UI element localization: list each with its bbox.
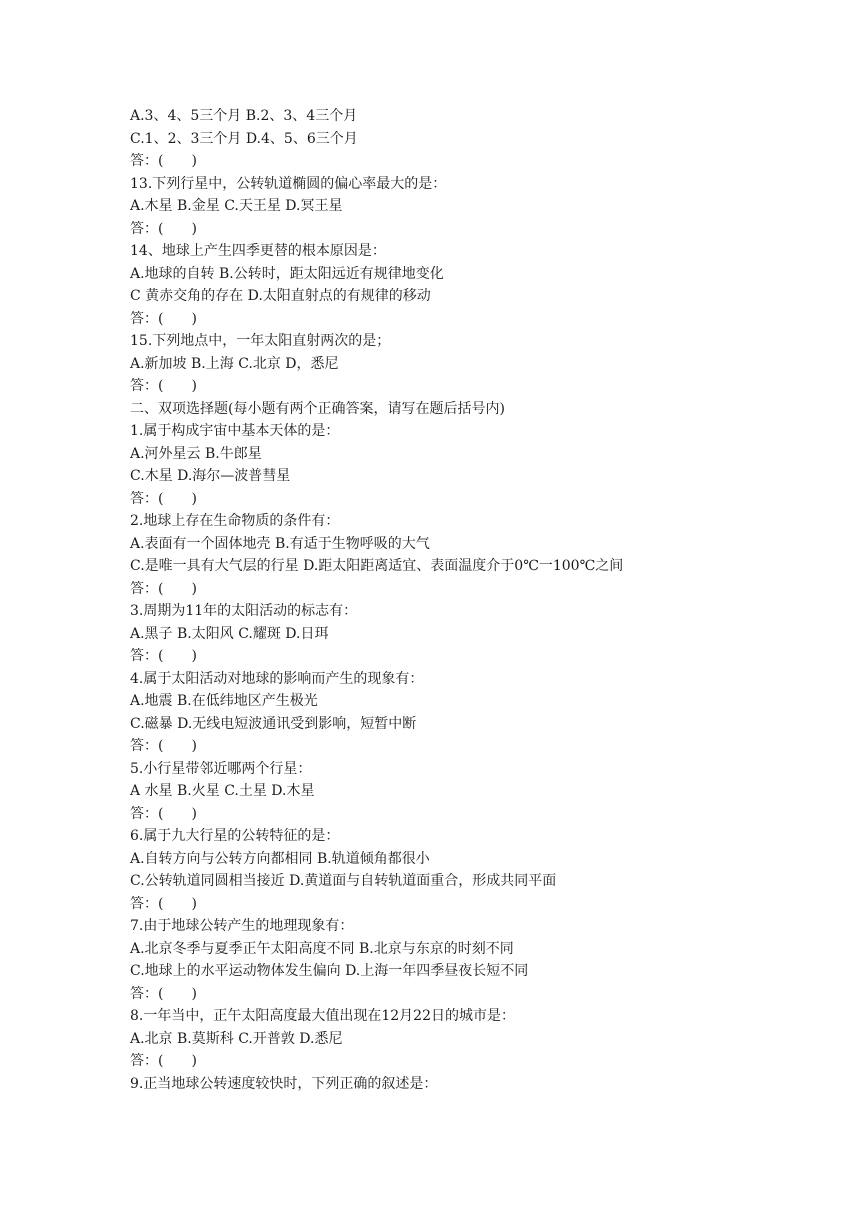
text-line: A.河外星云 B.牛郎星	[130, 445, 262, 462]
text-line: A.黑子 B.太阳风 C.耀斑 D.日珥	[130, 625, 329, 642]
text-line: C.地球上的水平运动物体发生偏向 D.上海一年四季昼夜长短不同	[130, 963, 529, 979]
document-body	[130, 105, 730, 1095]
text-line: C 黄赤交角的存在 D.太阳直射点的有规律的移动	[130, 288, 431, 304]
text-line: 2.地球上存在生命物质的条件有：	[130, 513, 340, 529]
text-line: 5.小行星带邻近哪两个行星：	[130, 760, 312, 777]
text-line: A.地震 B.在低纬地区产生极光	[130, 693, 318, 709]
text-line: C.木星 D.海尔—波普彗星	[130, 468, 291, 484]
text-line: C.是唯一具有大气层的行星 D.距太阳距离适宜、表面温度介于0℃一100℃之间	[130, 558, 624, 574]
text-line: 答：( )	[130, 648, 197, 664]
text-line: 14、地球上产生四季更替的根本原因是：	[130, 243, 386, 259]
text-line: 答：( )	[130, 580, 197, 597]
text-line: C.磁暴 D.无线电短波通讯受到影响，短暂中断	[130, 715, 417, 732]
text-line: 二、双项选择题(每小题有两个正确答案，请写在题后括号内)	[130, 400, 505, 417]
text-line: A 水星 B.火星 C.土星 D.木星	[130, 783, 315, 799]
text-line: 答：( )	[130, 220, 197, 237]
text-line: 答：( )	[130, 490, 197, 507]
text-line: A.表面有一个固体地壳 B.有适于生物呼吸的大气	[130, 535, 430, 552]
text-line: 答：( )	[130, 738, 197, 754]
text-line: C.公转轨道同圆相当接近 D.黄道面与自转轨道面重合，形成共同平面	[130, 873, 557, 889]
text-line: 答：( )	[130, 985, 197, 1002]
text-line: 15.下列地点中，一年太阳直射两次的是；	[130, 333, 391, 349]
text-line: 答：( )	[130, 153, 197, 169]
text-line: 6.属于九大行星的公转特征的是：	[130, 828, 340, 844]
text-line: 3.周期为11年的太阳活动的标志有：	[130, 603, 358, 619]
text-line: 答：( )	[130, 310, 197, 327]
text-line: 9.正当地球公转速度较快时，下列正确的叙述是：	[130, 1075, 438, 1092]
text-line: A.北京 B.莫斯科 C.开普敦 D.悉尼	[130, 1030, 343, 1047]
text-line: 答：( )	[130, 1053, 197, 1069]
text-line: 答：( )	[130, 805, 197, 822]
text-line: 答：( )	[130, 895, 197, 912]
text-line: A.北京冬季与夏季正午太阳高度不同 B.北京与东京的时刻不同	[130, 940, 514, 957]
text-line: A.木星 B.金星 C.天王星 D.冥王星	[130, 198, 343, 214]
text-line: A.新加坡 B.上海 C.北京 D，悉尼	[130, 355, 339, 372]
text-line: 1.属于构成宇宙中基本天体的是：	[130, 423, 340, 439]
text-line: 7.由于地球公转产生的地理现象有：	[130, 918, 354, 934]
text-line: A.地球的自转 B.公转时，距太阳远近有规律地变化	[130, 265, 444, 282]
text-line: 4.属于太阳活动对地球的影响而产生的现象有：	[130, 670, 424, 687]
text-line: 13.下列行星中，公转轨道椭圆的偏心率最大的是：	[130, 175, 447, 192]
text-line: C.1、2、3三个月 D.4、5、6三个月	[130, 130, 358, 147]
text-line: 答：( )	[130, 378, 197, 394]
text-line: 8.一年当中，正午太阳高度最大值出现在12月22日的城市是：	[130, 1008, 515, 1024]
text-line: A.3、4、5三个月 B.2、3、4三个月	[130, 108, 358, 124]
text-line: A.自转方向与公转方向都相同 B.轨道倾角都很小	[130, 850, 430, 867]
